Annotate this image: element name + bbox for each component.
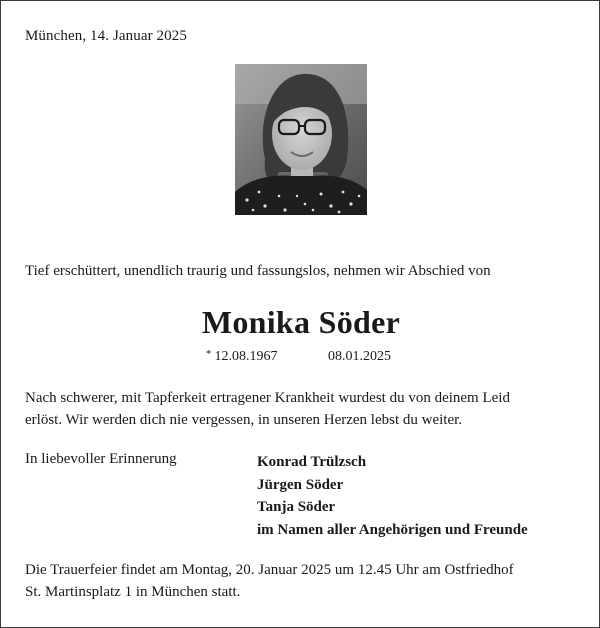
funeral-service-info: [25, 559, 585, 603]
mourners-list: [257, 451, 528, 541]
farewell-message-line: Nach schwerer, mit Tapferkeit ertragener Krankheit wurdest du von deinem Leid: [25, 390, 510, 406]
mourner-note: im Namen aller Angehörigen und Freunde: [257, 521, 528, 538]
mourner-name: Tanja Söder: [257, 499, 336, 515]
place-date: München, 14. Januar 2025: [25, 28, 187, 44]
portrait-image: [235, 64, 367, 215]
service-line: St. Martinsplatz 1 in München statt.: [25, 584, 241, 600]
portrait-photo: [235, 64, 367, 215]
birth-symbol: *: [206, 348, 212, 360]
birth-date: 12.08.1967: [214, 349, 278, 364]
deceased-name: Monika Söder: [201, 304, 401, 340]
death-date: 08.01.2025: [328, 349, 391, 364]
birth-date-line: [206, 349, 278, 365]
mourner-name: Konrad Trülzsch: [257, 454, 367, 470]
farewell-message: [25, 387, 585, 431]
mourner-name: Jürgen Söder: [257, 476, 344, 493]
farewell-message-line: erlöst. Wir werden dich nie vergessen, in unseren Herzen lebst du weiter.: [25, 412, 463, 428]
memory-label: In liebevoller Erinnerung: [25, 451, 177, 467]
intro-text: Tief erschüttert, unendlich traurig und fassungslos, nehmen wir Abschied von: [25, 263, 491, 279]
service-line: Die Trauerfeier findet am Montag, 20. Januar 2025 um 12.45 Uhr am Ostfriedhof: [25, 562, 514, 578]
